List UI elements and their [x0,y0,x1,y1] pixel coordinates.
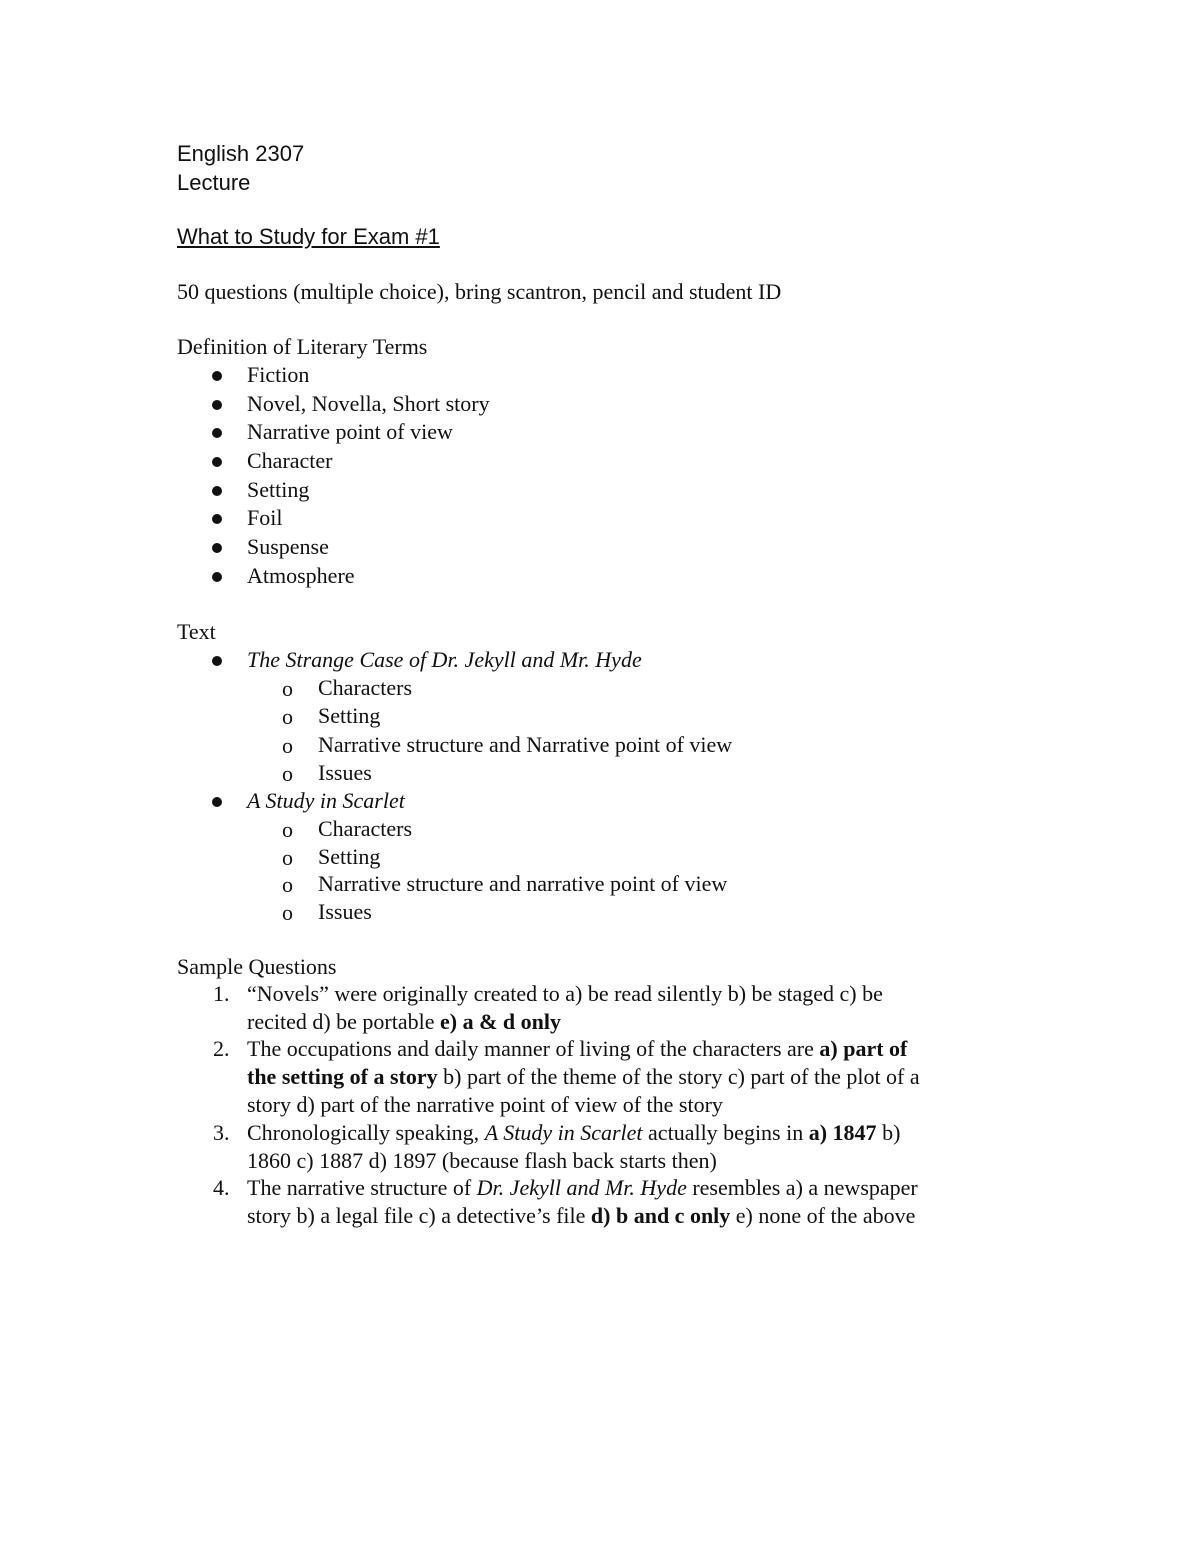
book-subitem: Setting [318,844,381,869]
correct-answer: e) a & d only [440,1009,562,1034]
question-text: Chronologically speaking, [247,1120,485,1145]
question-text: b) part of the theme of the story c) part of the plot of a [437,1064,920,1089]
book-title-ref: Dr. Jekyll and Mr. Hyde [476,1175,687,1200]
question-4-line-2 [247,1203,915,1229]
question-text: story b) a legal file c) a detective’s file [247,1203,591,1228]
bullet-icon [212,543,222,553]
term-item: Narrative point of view [247,419,453,444]
bullet-icon [212,656,222,666]
term-item: Suspense [247,534,329,559]
exam-info: 50 questions (multiple choice), bring scantron, pencil and student ID [177,279,782,304]
circle-bullet-icon: o [282,872,293,897]
bullet-icon [212,572,222,582]
book-subitem: Characters [318,675,413,700]
term-item: Foil [247,505,283,530]
text-heading: Text [177,619,216,644]
term-item: Atmosphere [247,563,355,588]
bullet-icon [212,428,222,438]
book-subitem: Narrative structure and narrative point of view [318,871,728,896]
circle-bullet-icon: o [282,761,293,786]
question-text: resembles a) a newspaper [686,1175,918,1200]
term-item: Character [247,448,333,473]
question-number: 3. [213,1120,230,1145]
question-number: 4. [213,1175,230,1200]
bullet-icon [212,400,222,410]
page-title: What to Study for Exam #1 [177,224,440,249]
bullet-icon [212,797,222,807]
course-name: English 2307 [177,141,305,166]
book-subitem: Issues [318,760,372,785]
correct-answer: a) part of [819,1036,908,1061]
literary-terms-heading: Definition of Literary Terms [177,334,428,359]
question-3-line-2: 1860 c) 1887 d) 1897 (because flash back starts then) [247,1148,717,1173]
book-title: A Study in Scarlet [247,788,405,813]
circle-bullet-icon: o [282,900,293,925]
question-number: 1. [213,981,230,1006]
question-1-line-1: “Novels” were originally created to a) be read silently b) be staged c) be [247,981,883,1006]
circle-bullet-icon: o [282,733,293,758]
question-4-line-1 [247,1175,918,1201]
bullet-icon [212,514,222,524]
term-item: Novel, Novella, Short story [247,391,490,416]
book-subitem: Characters [318,816,413,841]
correct-answer: d) b and c only [590,1203,731,1228]
circle-bullet-icon: o [282,845,293,870]
bullet-icon [212,486,222,496]
question-text: actually begins in [642,1120,809,1145]
question-3-line-1 [247,1120,900,1146]
correct-answer: the setting of a story [247,1064,438,1089]
circle-bullet-icon: o [282,704,293,729]
question-2-line-1 [247,1036,907,1062]
question-text: recited d) be portable [247,1009,441,1034]
circle-bullet-icon: o [282,817,293,842]
question-number: 2. [213,1036,230,1061]
question-1-line-2 [247,1009,561,1035]
bullet-icon [212,457,222,467]
question-2-line-3: story d) part of the narrative point of view of the story [247,1092,723,1117]
question-2-line-2 [247,1064,920,1090]
document-type: Lecture [177,170,251,195]
question-text: The narrative structure of [247,1175,477,1200]
bullet-icon [212,371,222,381]
book-title-ref: A Study in Scarlet [484,1120,643,1145]
question-text: e) none of the above [730,1203,916,1228]
question-text: b) [876,1120,901,1145]
term-item: Fiction [247,362,310,387]
sample-questions-heading: Sample Questions [177,954,337,979]
book-subitem: Issues [318,899,372,924]
book-title: The Strange Case of Dr. Jekyll and Mr. Hyde [247,647,642,672]
question-text: The occupations and daily manner of living of the characters are [247,1036,820,1061]
book-subitem: Narrative structure and Narrative point of view [318,732,733,757]
correct-answer: a) 1847 [808,1120,877,1145]
term-item: Setting [247,477,310,502]
circle-bullet-icon: o [282,676,293,701]
book-subitem: Setting [318,703,381,728]
